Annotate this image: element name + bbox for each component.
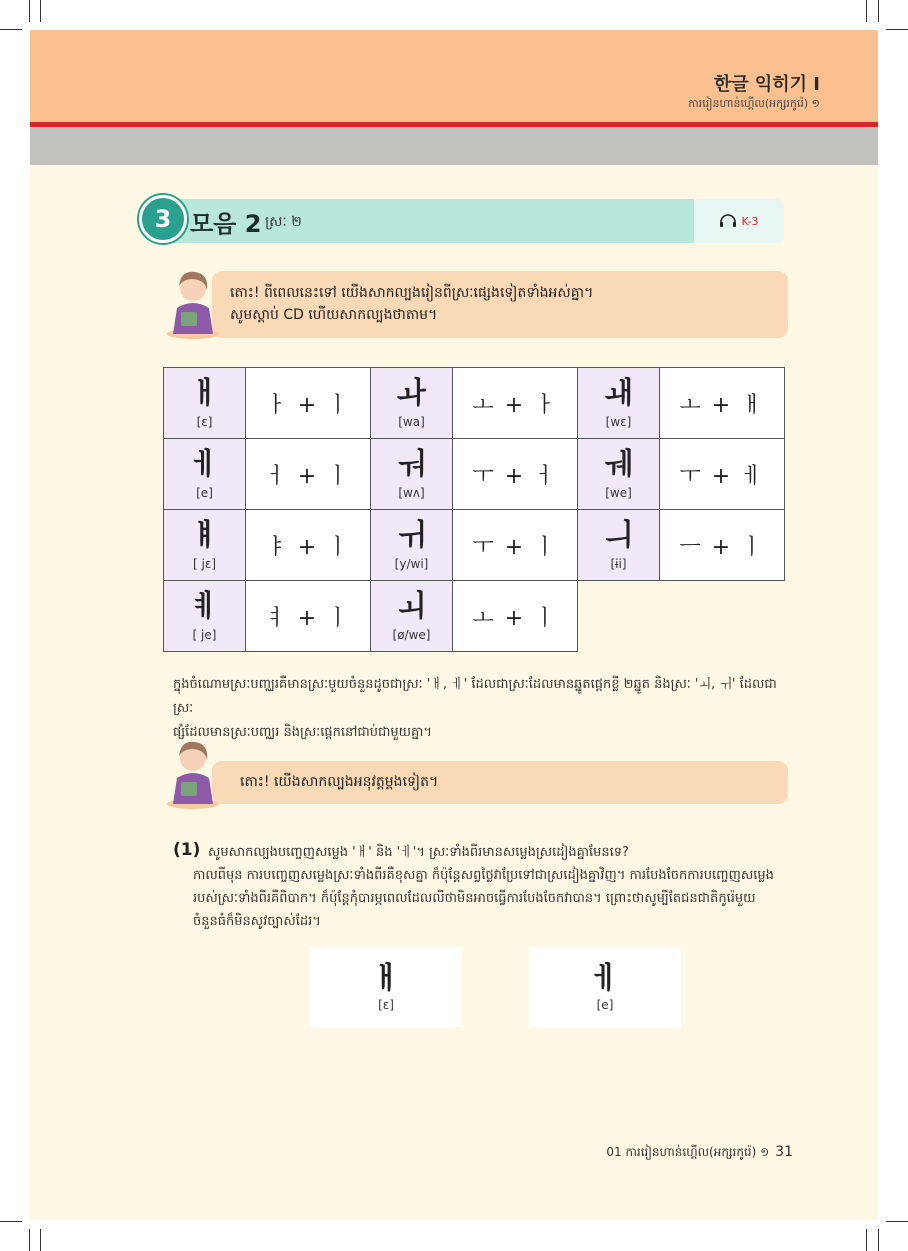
crop-mark bbox=[866, 0, 867, 22]
section-title: 모음 2 bbox=[190, 210, 262, 238]
question-number: (1) bbox=[173, 840, 201, 860]
combo-cell: ㅡ + ㅣ bbox=[660, 510, 785, 581]
empty-cell bbox=[578, 581, 660, 652]
crop-mark bbox=[40, 0, 41, 22]
instruction-line-1: តោះ! ពីពេលនេះទៅ យើងសាកល្បងរៀនពីស្រៈផ្សេងទៀតទាំងអស់គ្នា។ bbox=[230, 285, 594, 301]
combo-cell: ㅏ + ㅣ bbox=[246, 368, 371, 439]
practice-text: តោះ! យើងសាកល្បងអនុវត្តម្ដងទៀត។ bbox=[240, 774, 439, 790]
vowel-cell: ㅔ [e] bbox=[164, 439, 246, 510]
crop-mark bbox=[866, 1229, 867, 1251]
combo-cell: ㅓ + ㅣ bbox=[246, 439, 371, 510]
practice-bubble bbox=[212, 761, 788, 804]
vowel-cell: ㅙ [wɛ] bbox=[578, 368, 660, 439]
vowel-glyph: ㅐ bbox=[371, 961, 401, 996]
combo-cell: ㅜ + ㅔ bbox=[660, 439, 785, 510]
crop-mark bbox=[29, 1229, 30, 1251]
vowel-card bbox=[310, 947, 462, 1027]
vowel-cell: ㅢ [ɨi] bbox=[578, 510, 660, 581]
vowel-cell: ㅘ [wa] bbox=[371, 368, 453, 439]
footer-chapter: 01 ការរៀនហាន់ហ្គើល(អក្សរកូរ៉េ) ១ bbox=[606, 1145, 770, 1159]
gray-band bbox=[30, 127, 878, 165]
section-number: 3 bbox=[139, 195, 187, 243]
empty-cell bbox=[660, 581, 785, 652]
combo-cell: ㅑ + ㅣ bbox=[246, 510, 371, 581]
question-body-line-2: របស់ស្រៈទាំងពីរគឺពិបាក។ ក៏ប៉ុន្តែកុំបារម្ភពេលដែលលីថាមិនអាចធ្វើការបែងចែកវាបាន។ ព្រោះថាសូម្បីតែជនជាតិកូរ៉េមួយ bbox=[193, 891, 756, 906]
table-row bbox=[164, 439, 785, 510]
table-row bbox=[164, 510, 785, 581]
headphones-icon bbox=[719, 214, 737, 228]
header-title: 한글 익히기 I bbox=[713, 74, 820, 95]
question-text: សូមសាកល្បងបញ្ចេញសម្លេង 'ㅐ' និង 'ㅔ'។ ស្រៈទាំងពីរមានសម្លេងស្រដៀងគ្នាមែនទេ? bbox=[208, 845, 629, 860]
table-row bbox=[164, 581, 785, 652]
audio-track-code: K-3 bbox=[741, 214, 759, 228]
instruction-bubble bbox=[212, 271, 788, 338]
explanation-line-1: ក្នុងចំណោមស្រៈបញ្ឈរគឺមានស្រៈមួយចំនួនដូចជាស្រៈ 'ㅐ, ㅔ' ដែលជាស្រៈដែលមានឆ្នូតផ្ដេកខ្លី ២ឆ្នូត និងស្រៈ 'ㅚ, ㅟ' ដែលជាស្រៈ bbox=[173, 677, 777, 716]
question-body-line-3: ចំនួនធំក៏មិនសូវច្បាស់ដែរ។ bbox=[193, 914, 321, 929]
vowel-cell: ㅐ [ɛ] bbox=[164, 368, 246, 439]
vowel-table bbox=[163, 367, 785, 652]
combo-cell: ㅜ + ㅣ bbox=[453, 510, 578, 581]
table-row bbox=[164, 368, 785, 439]
page-number: 31 bbox=[775, 1144, 793, 1160]
crop-mark bbox=[0, 29, 22, 30]
combo-cell: ㅗ + ㅏ bbox=[453, 368, 578, 439]
teacher-avatar-icon bbox=[165, 734, 221, 810]
teacher-avatar-icon bbox=[165, 264, 221, 340]
vowel-card bbox=[529, 947, 681, 1027]
explanation-line-2: ផ្សំដែលមានស្រៈបញ្ឈរ និងស្រៈផ្ដេកនៅជាប់ជាមួយគ្នា។ bbox=[173, 725, 432, 740]
vowel-cell: ㅟ [y/wi] bbox=[371, 510, 453, 581]
vowel-ipa: [e] bbox=[596, 998, 614, 1012]
header-subtitle: ការរៀនហាន់ហ្គើល(អក្សរកូរ៉េ) ១ bbox=[688, 97, 820, 110]
explanation-paragraph bbox=[173, 673, 793, 745]
vowel-cell: ㅝ [wʌ] bbox=[371, 439, 453, 510]
vowel-cell: ㅖ [ je] bbox=[164, 581, 246, 652]
crop-mark bbox=[40, 1229, 41, 1251]
vowel-cell: ㅚ [ø/we] bbox=[371, 581, 453, 652]
audio-track-button[interactable] bbox=[694, 199, 784, 243]
instruction-line-2: សូមស្ដាប់ CD ហើយសាកល្បងថាតាម។ bbox=[230, 307, 438, 323]
vowel-glyph: ㅔ bbox=[590, 961, 620, 996]
combo-cell: ㅗ + ㅣ bbox=[453, 581, 578, 652]
vowel-cell: ㅞ [we] bbox=[578, 439, 660, 510]
question-body bbox=[193, 864, 798, 933]
section-subtitle: ស្រៈ ២ bbox=[265, 214, 302, 230]
vowel-ipa: [ɛ] bbox=[378, 998, 394, 1012]
crop-mark bbox=[878, 1229, 879, 1251]
crop-mark bbox=[29, 0, 30, 22]
combo-cell: ㅜ + ㅓ bbox=[453, 439, 578, 510]
crop-mark bbox=[878, 0, 879, 22]
crop-mark bbox=[0, 1221, 22, 1222]
combo-cell: ㅕ + ㅣ bbox=[246, 581, 371, 652]
crop-mark bbox=[886, 29, 908, 30]
page-footer bbox=[606, 1144, 793, 1162]
vowel-cell: ㅒ [ jɛ] bbox=[164, 510, 246, 581]
combo-cell: ㅗ + ㅐ bbox=[660, 368, 785, 439]
crop-mark bbox=[886, 1221, 908, 1222]
question-body-line-1: កាលពីមុន ការបញ្ចេញសម្លេងស្រៈទាំងពីរគឺខុសគ្នា ក៏ប៉ុន្តែសព្វថ្ងៃវាប្រែទៅជាស្រដៀងគ្នាវិញ។ ការបែងចែកការបញ្ចេញសម្លេង bbox=[193, 868, 774, 883]
